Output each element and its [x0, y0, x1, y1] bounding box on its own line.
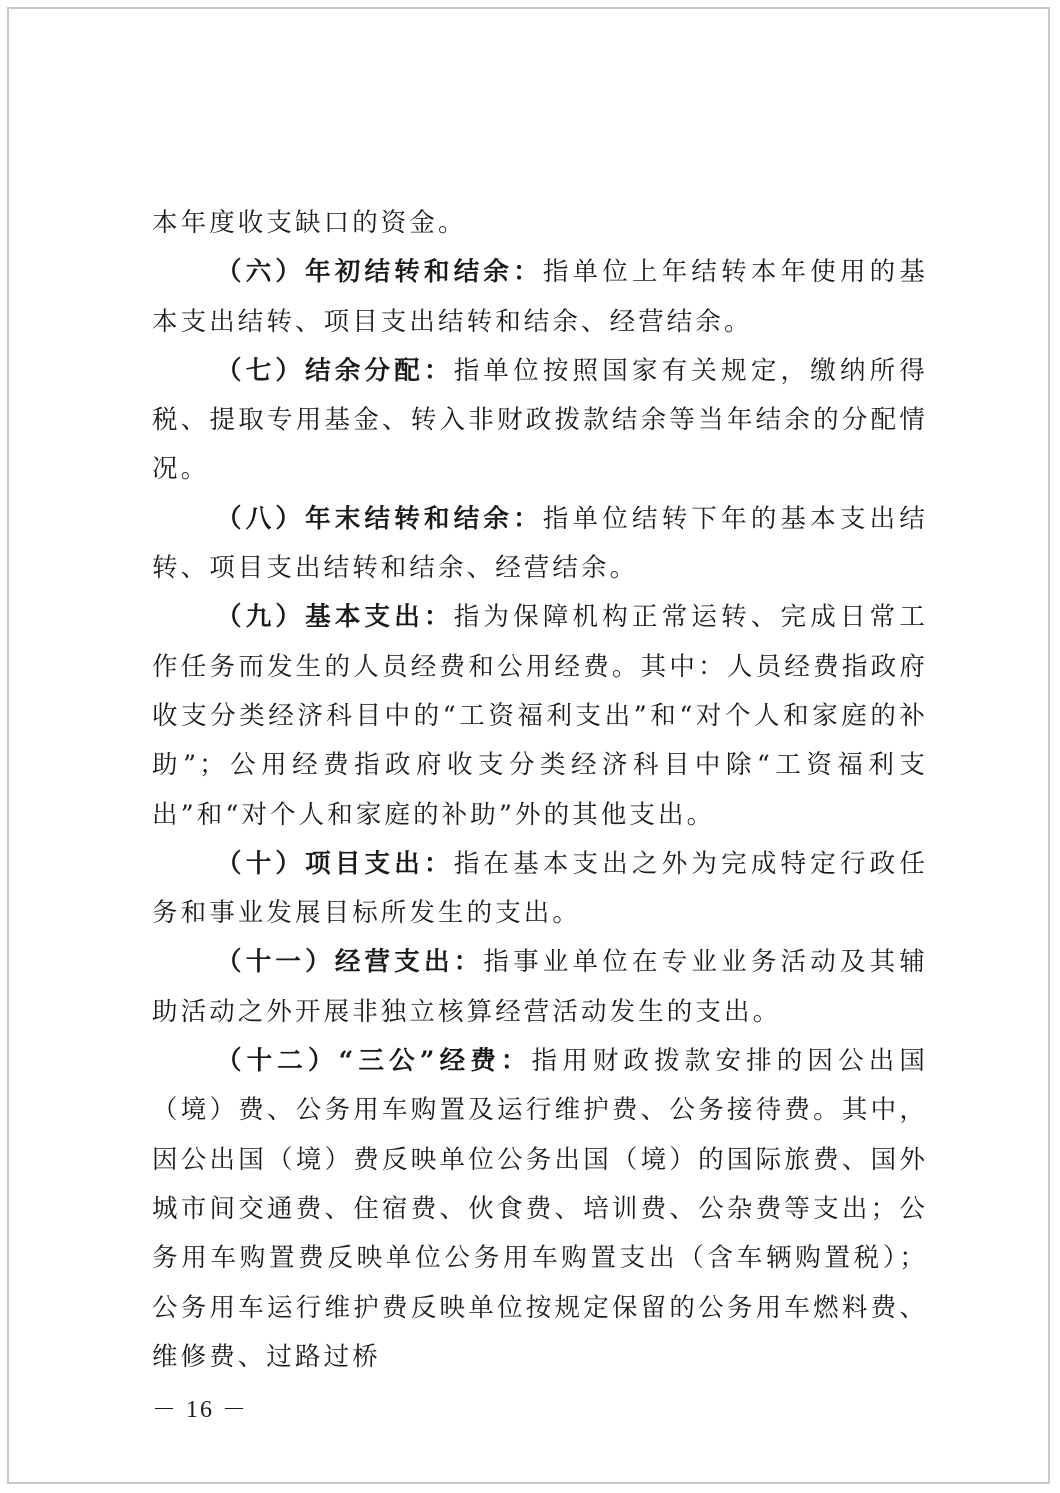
page-number: － 16 －: [152, 1397, 248, 1423]
paragraph-term: （八）年末结转和结余：: [216, 503, 543, 534]
paragraph-surplus-distribution: [152, 347, 928, 495]
paragraph-text: 指单位上年结转本年使用的基本支出结转、项目支出结转和结余、经营结余。: [152, 257, 928, 337]
document-page: [7, 7, 1050, 1484]
paragraph-term: （十一）经营支出：: [216, 947, 484, 978]
paragraph-term: （十）项目支出：: [216, 848, 454, 879]
paragraph-term: （七）结余分配：: [216, 355, 454, 386]
paragraph-continuation: [152, 199, 928, 248]
paragraph-operating-expenditure: [152, 938, 928, 1037]
paragraph-text: 指单位结转下年的基本支出结转、项目支出结转和结余、经营结余。: [152, 503, 928, 584]
paragraph-project-expenditure: [152, 840, 928, 939]
paragraph-text: 本年度收支缺口的资金。: [152, 208, 467, 238]
paragraph-year-end-carryover: [152, 495, 928, 594]
paragraph-term: （六）年初结转和结余：: [216, 257, 543, 288]
document-body: [152, 199, 928, 1382]
paragraph-term: （九）基本支出：: [216, 602, 454, 633]
paragraph-text: 指在基本支出之外为完成特定行政任务和事业发展目标所发生的支出。: [152, 848, 928, 929]
paragraph-year-start-carryover: [152, 248, 928, 347]
paragraph-text: 指单位按照国家有关规定，缴纳所得税、提取专用基金、转入非财政拨款结余等当年结余的分配情况。: [152, 355, 928, 485]
paragraph-three-public-expenses: [152, 1037, 928, 1382]
paragraph-term: （十二）“三公”经费：: [216, 1046, 532, 1077]
paragraph-text: 指为保障机构正常运转、完成日常工作任务而发生的人员经费和公用经费。其中：人员经费指政府收支分类经济科目中的“工资福利支出”和“对个人和家庭的补助”；公用经费指政府收支分类经济科目中除“工资福利支出”和“对个人和家庭的补助”外的其他支出。: [152, 602, 928, 830]
paragraph-basic-expenditure: [152, 593, 928, 839]
paragraph-text: 指事业单位在专业业务活动及其辅助活动之外开展非独立核算经营活动发生的支出。: [152, 947, 928, 1027]
paragraph-text: 指用财政拨款安排的因公出国（境）费、公务用车购置及运行维护费、公务接待费。其中，因公出国（境）费反映单位公务出国（境）的国际旅费、国外城市间交通费、住宿费、伙食费、培训费、公杂费等支出；公务用车购置费反映单位公务用车购置支出（含车辆购置税）；公务用车运行维护费反映单位按规定保留的公务用车燃料费、维修费、过路过桥: [152, 1046, 928, 1372]
